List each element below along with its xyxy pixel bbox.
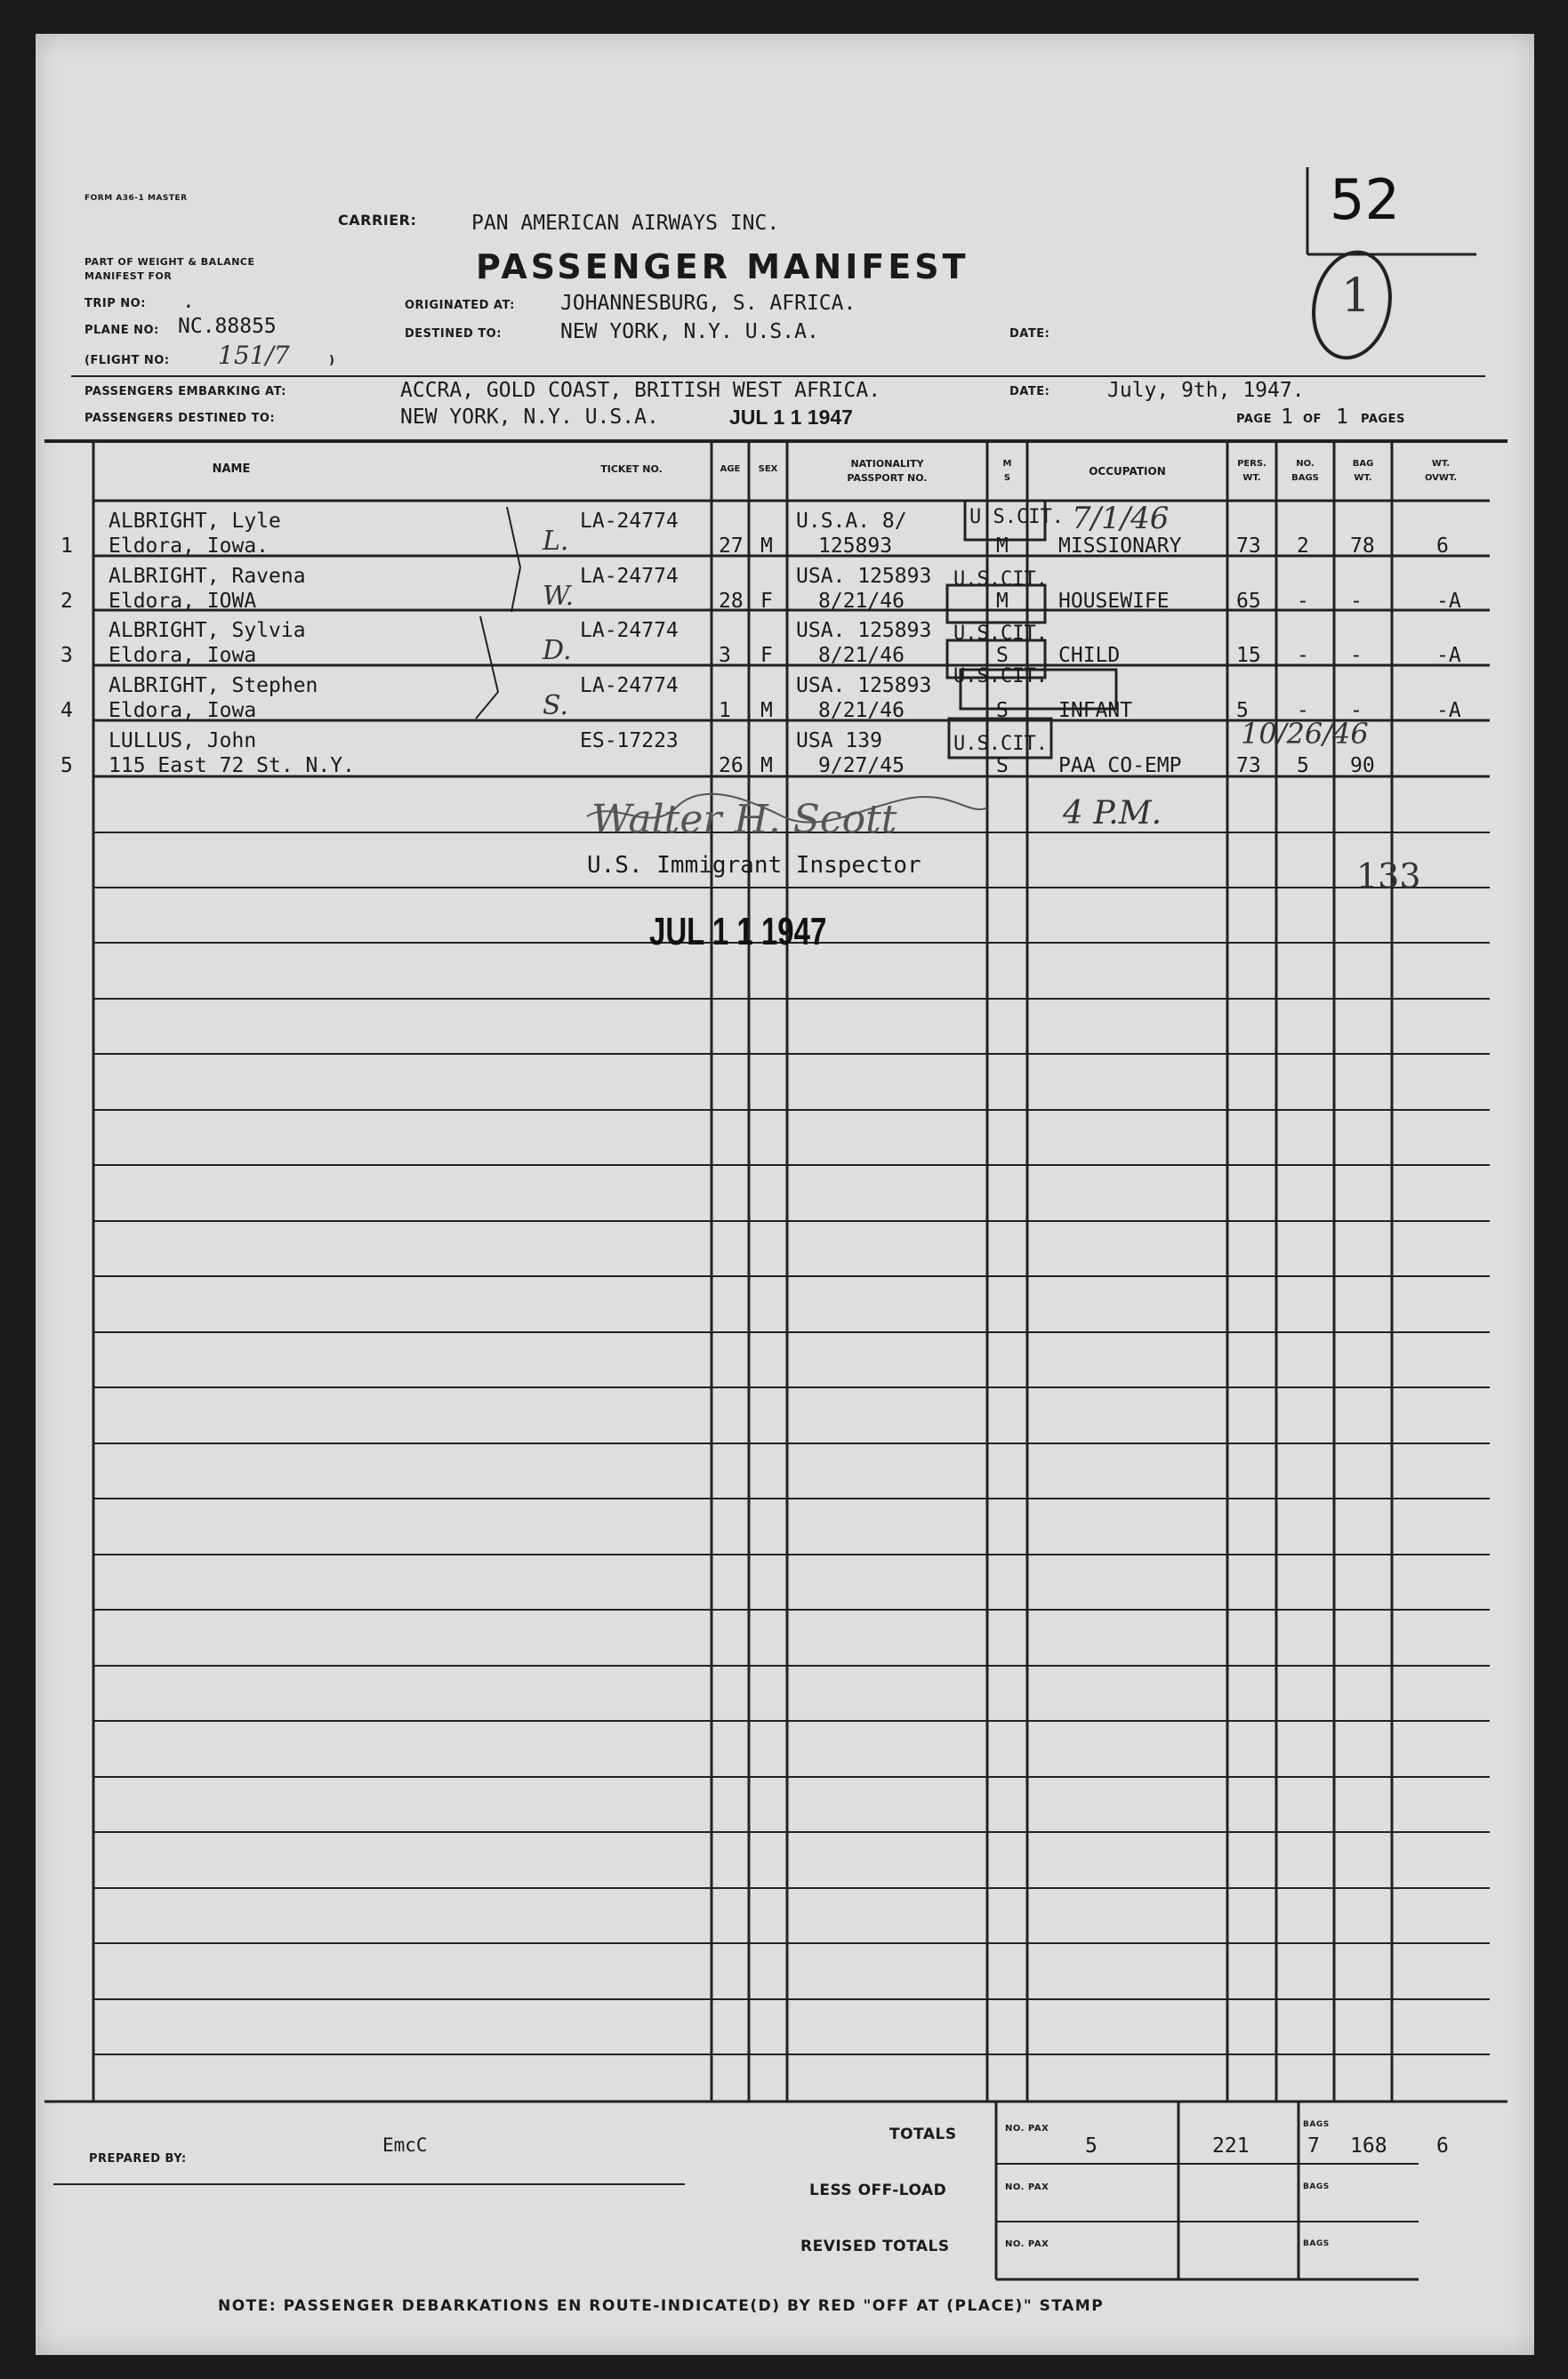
handwritten-date-1: 7/1/46 [1072,501,1170,536]
passenger-initial: W. [543,581,575,612]
col-pers-2: WT. [1242,473,1261,483]
passenger-nat: U.S.A. 8/ [796,510,907,533]
total-bags: 7 [1307,2134,1320,2158]
destined-pax-value: NEW YORK, N.Y. U.S.A. [400,406,659,429]
entry-date-stamp: JUL 1 1 1947 [649,910,827,953]
inspector-title: U.S. Immigrant Inspector [587,852,921,879]
plane-label: PLANE NO: [84,324,159,337]
passenger-sex: M [760,534,773,558]
embarking-value: ACCRA, GOLD COAST, BRITISH WEST AFRICA. [400,379,881,402]
citizenship-stamp: U.S.CIT. [953,623,1048,645]
col-name: NAME [212,462,251,476]
col-bags-2: BAGS [1291,473,1319,483]
destined-label: DESTINED TO: [405,327,502,341]
date-top-label: DATE: [1009,327,1050,341]
passenger-sex: F [760,644,773,667]
carrier-value: PAN AMERICAN AIRWAYS INC. [471,212,780,235]
passenger-pers-wt: 5 [1236,699,1249,722]
passenger-bags: 5 [1297,754,1309,777]
passenger-name: ALBRIGHT, Ravena [109,565,306,588]
col-bagwt-2: WT. [1354,473,1372,483]
passenger-bag-wt: - [1350,644,1363,667]
col-ovwt-1: WT. [1431,459,1451,469]
total-pers-wt: 221 [1212,2134,1250,2158]
citizenship-stamp: U.S.CIT. [969,506,1064,528]
revised-totals-label: REVISED TOTALS [800,2238,950,2255]
sheet-number: 52 [1330,167,1400,232]
passenger-nat: USA. 125893 [796,674,932,697]
date-label: DATE: [1009,385,1050,398]
col-bagwt-1: BAG [1352,459,1374,469]
passenger-name: ALBRIGHT, Lyle [109,510,281,533]
bags-label-3: BAGS [1303,2239,1330,2248]
col-age: AGE [720,464,741,474]
passenger-occupation: MISSIONARY [1058,534,1182,558]
passenger-passport: 125893 [818,534,893,558]
passenger-address: Eldora, Iowa. [109,534,269,558]
page-of: OF [1303,413,1322,426]
passenger-address: Eldora, IOWA [109,590,257,613]
manifest-sheet [36,34,1534,2355]
passenger-sex: M [760,754,773,777]
destined-value: NEW YORK, N.Y. U.S.A. [560,320,819,343]
flight-close: ) [329,354,335,367]
passenger-ticket: LA-24774 [580,674,679,697]
passenger-ovwt: 6 [1436,534,1449,558]
form-id: FORM A36-1 MASTER [84,194,188,203]
passenger-passport: 8/21/46 [818,699,905,722]
passenger-nat: USA. 125893 [796,565,932,588]
passenger-occupation: HOUSEWIFE [1058,590,1170,613]
col-bags-1: NO. [1296,459,1315,469]
inspector-signature: Walter H. Scott [591,797,897,842]
passenger-num: 5 [60,754,73,777]
bags-label-2: BAGS [1303,2182,1330,2191]
plane-value: NC.88855 [178,315,277,338]
passenger-num: 4 [60,699,73,722]
passenger-pers-wt: 65 [1236,590,1261,613]
passenger-bag-wt: 78 [1350,534,1375,558]
bags-label-1: BAGS [1303,2120,1330,2129]
passenger-passport: 8/21/46 [818,644,905,667]
trip-value: . [182,290,195,313]
page-pages: PAGES [1361,413,1405,426]
passenger-ticket: LA-24774 [580,619,679,642]
citizenship-stamp: U.S.CIT. [953,568,1048,591]
part-of-line2: MANIFEST FOR [84,270,173,282]
passenger-num: 2 [60,590,73,613]
passenger-ms: S [996,699,1009,722]
col-nationality-1: NATIONALITY [850,458,924,470]
no-pax-label-3: NO. PAX [1005,2239,1049,2249]
passenger-num: 3 [60,644,73,667]
passenger-ms: M [996,534,1009,558]
passenger-ms: S [996,644,1009,667]
date-value: July, 9th, 1947. [1107,379,1305,402]
passenger-occupation: CHILD [1058,644,1121,667]
col-ms-2: S [1003,473,1011,483]
part-of-line1: PART OF WEIGHT & BALANCE [84,256,255,268]
passenger-address: Eldora, Iowa [109,699,257,722]
page-label: PAGE [1236,413,1272,426]
passenger-occupation: INFANT [1058,699,1133,722]
passenger-ms: S [996,754,1009,777]
passenger-name: ALBRIGHT, Stephen [109,674,318,697]
passenger-bags: - [1297,644,1309,667]
passenger-pers-wt: 15 [1236,644,1261,667]
passenger-bag-wt: - [1350,590,1363,613]
sum-weight: 133 [1356,856,1421,896]
passenger-occupation: PAA CO-EMP [1058,754,1182,777]
col-sex: SEX [758,464,778,474]
embarking-label: PASSENGERS EMBARKING AT: [84,385,286,398]
passenger-passport: 9/27/45 [818,754,905,777]
col-occupation: OCCUPATION [1089,465,1166,478]
pm-note: 4 P.M. [1063,795,1162,832]
col-ms-1: M [1002,459,1012,469]
col-nationality-2: PASSPORT NO. [847,472,928,484]
passenger-name: LULLUS, John [109,729,257,752]
totals-label: TOTALS [889,2126,957,2143]
destined-pax-label: PASSENGERS DESTINED TO: [84,412,276,425]
col-pers-1: PERS. [1237,459,1266,469]
passenger-age: 27 [719,534,744,558]
circled-number: 1 [1341,269,1371,323]
passenger-bags: - [1297,590,1309,613]
passenger-ms: M [996,590,1009,613]
passenger-pers-wt: 73 [1236,534,1261,558]
originated-label: ORIGINATED AT: [405,299,515,312]
passenger-bags: 2 [1297,534,1309,558]
no-pax-label-2: NO. PAX [1005,2182,1049,2192]
passenger-bags: - [1297,699,1309,722]
passenger-nat: USA 139 [796,729,882,752]
citizenship-stamp: U.S.CIT. [953,733,1048,755]
citizenship-stamp: U.S.CIT. [953,665,1048,687]
passenger-age: 28 [719,590,744,613]
passenger-ovwt: -A [1436,590,1461,613]
passenger-nat: USA. 125893 [796,619,932,642]
passenger-age: 26 [719,754,744,777]
passenger-sex: M [760,699,773,722]
no-pax-label-1: NO. PAX [1005,2124,1049,2134]
total-pax: 5 [1085,2134,1098,2158]
passenger-name: ALBRIGHT, Sylvia [109,619,306,642]
handwritten-date-5: 10/26/46 [1241,717,1369,751]
passenger-initial: S. [543,690,569,721]
passenger-age: 3 [719,644,731,667]
passenger-bag-wt: - [1350,699,1363,722]
passenger-ticket: LA-24774 [580,510,679,533]
flight-value: 151/7 [218,341,290,370]
col-ovwt-2: OVWT. [1424,473,1458,483]
manifest-title: PASSENGER MANIFEST [476,247,969,286]
prepared-by-label: PREPARED BY: [89,2152,187,2166]
carrier-label: CARRIER: [338,212,417,229]
passenger-initial: L. [543,526,569,557]
passenger-num: 1 [60,534,73,558]
passenger-sex: F [760,590,773,613]
passenger-ticket: LA-24774 [580,565,679,588]
passenger-bag-wt: 90 [1350,754,1375,777]
col-ticket: TICKET NO. [600,463,663,475]
total-ovwt: 6 [1436,2134,1449,2158]
passenger-address: Eldora, Iowa [109,644,257,667]
page-total: 1 [1336,406,1348,429]
prepared-by-value: EmcC [382,2134,428,2156]
passenger-passport: 8/21/46 [818,590,905,613]
less-offload-label: LESS OFF-LOAD [809,2182,947,2199]
footer-note: NOTE: PASSENGER DEBARKATIONS EN ROUTE-INDICATE(D) BY RED "OFF AT (PLACE)" STAMP [218,2297,1105,2315]
passenger-ovwt: -A [1436,644,1461,667]
passenger-ovwt: -A [1436,699,1461,722]
passenger-initial: D. [543,635,572,666]
trip-label: TRIP NO: [84,297,146,310]
passenger-address: 115 East 72 St. N.Y. [109,754,355,777]
originated-value: JOHANNESBURG, S. AFRICA. [560,292,856,315]
flight-label: (FLIGHT NO: [84,354,170,367]
passenger-pers-wt: 73 [1236,754,1261,777]
passenger-age: 1 [719,699,731,722]
passenger-ticket: ES-17223 [580,729,679,752]
arrival-stamp: JUL 1 1 1947 [729,406,853,429]
total-bag-wt: 168 [1350,2134,1387,2158]
page-num: 1 [1281,406,1293,429]
